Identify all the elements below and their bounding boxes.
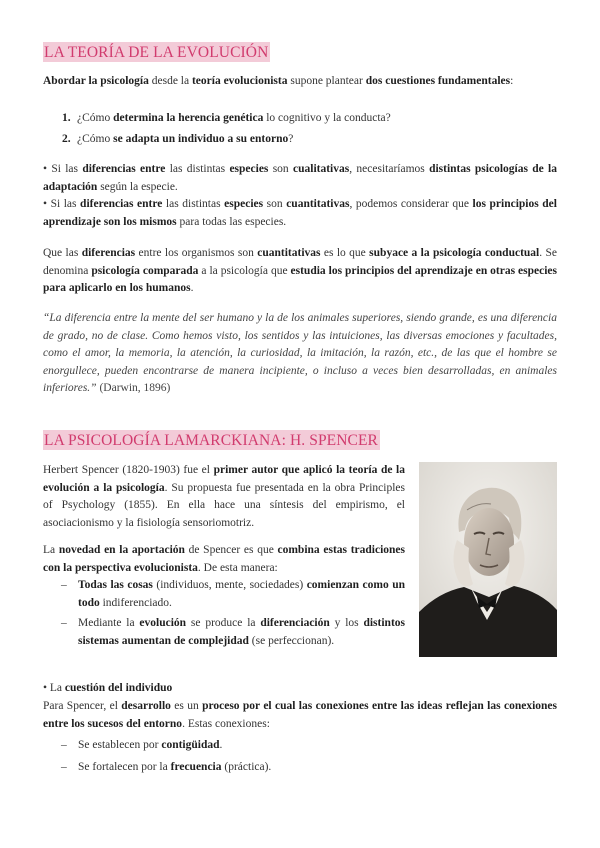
darwin-quote: “La diferencia entre la mente del ser humano y la de los animales superiores, siendo grande, es una diferencia de grado, no de clase. Como hemos visto, los sentidos y las intuiciones, las diversas emociones y facultades, como el amor, la memoria, la atención, la curiosidad, la imitación, la razón, etc., de las que el hombre se enorgullece, pueden encontrarse de manera incipiente, o incluso a veces bien desarrolladas, en animales inferiores.” (Darwin, 1896): [43, 312, 557, 394]
connections-list: [43, 737, 557, 776]
list-item: – Mediante la evolución se produce la diferenciación y los distintos sistemas aumentan de complejidad (se perfeccionan).: [61, 617, 406, 647]
comparative-psychology-paragraph: Que las diferencias entre los organismos son cuantitativas es lo que subyace a la psicología conductual. Se denomina psicología comparada a la psicología que estudia los principios del aprendizaje en otras especies para aplicarlo en los humanos.: [43, 247, 558, 294]
list-item: – Se establecen por contigüidad.: [61, 739, 223, 751]
spencer-portrait-image: [419, 462, 557, 657]
spencer-portrait-illustration: [419, 462, 557, 657]
questions-list: [58, 110, 557, 148]
spencer-novelty-paragraph: La novedad en la aportación de Spencer es que combina estas tradiciones con la perspectiva evolucionista. De esta manera:: [43, 544, 405, 574]
development-paragraph: Para Spencer, el desarrollo es un proceso por el cual las conexiones entre las ideas reflejan las conexiones entre los sucesos del entorno. Estas conexiones:: [43, 700, 557, 730]
spencer-intro-paragraph: Herbert Spencer (1820-1903) fue el primer autor que aplicó la teoría de la evolución a la psicología. Su propuesta fue presentada en la obra Principles of Psychology (1855). En ella hace una síntesis del empirismo, el asociacionismo y la fisiología sensoriomotriz.: [43, 464, 405, 529]
spencer-principles-list: [43, 577, 405, 650]
quantitative-paragraph: • Si las diferencias entre las distintas especies son cuantitativas, podemos considerar que los principios del aprendizaje son los mismos para todas las especies.: [43, 198, 557, 228]
intro-paragraph: Abordar la psicología desde la teoría evolucionista supone plantear dos cuestiones fundamentales:: [43, 75, 514, 87]
section-heading-spencer: LA PSICOLOGÍA LAMARCKIANA: H. SPENCER: [44, 432, 378, 449]
qualitative-paragraph: • Si las diferencias entre las distintas especies son cualitativas, necesitaríamos distintas psicologías de la adaptación según la especie.: [43, 163, 557, 193]
individual-question-subheading: • La cuestión del individuo: [43, 682, 173, 694]
section-heading-evolution: LA TEORÍA DE LA EVOLUCIÓN: [44, 44, 269, 61]
list-item: – Se fortalecen por la frecuencia (práctica).: [61, 760, 272, 773]
list-item: – Todas las cosas (individuos, mente, sociedades) comienzan como un todo indiferenciado.: [61, 579, 406, 609]
list-item: 2. ¿Cómo se adapta un individuo a su entorno?: [62, 132, 294, 145]
list-item: 1. ¿Cómo determina la herencia genética lo cognitivo y la conducta?: [62, 112, 391, 124]
